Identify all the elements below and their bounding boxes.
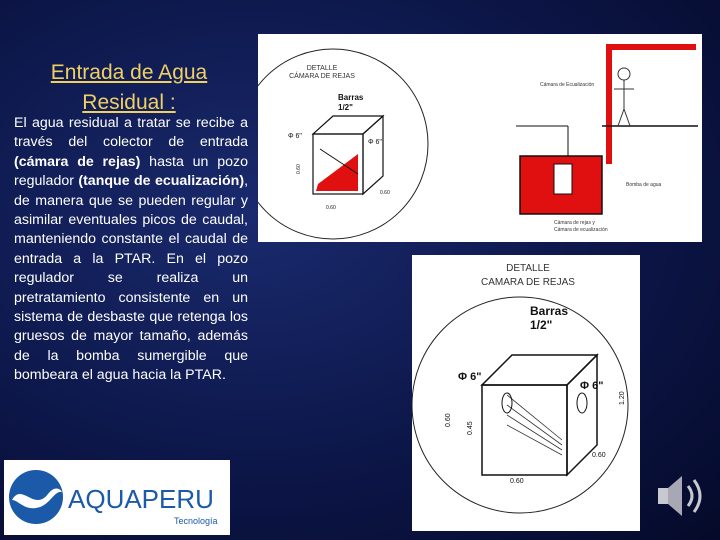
screen-chamber-diagram-bottom bbox=[412, 255, 640, 531]
pipe-left-label: Φ 6" bbox=[288, 133, 302, 140]
body-text-part: El agua residual a tratar se recibe a través del colector de entrada bbox=[14, 115, 248, 151]
note-right: Bomba de agua bbox=[626, 182, 662, 188]
dim-label: 0.60 bbox=[510, 478, 524, 485]
logo-name: AQUAPERU bbox=[68, 484, 214, 514]
body-text-part: , de manera que se pueden regular y asimilar eventuales picos de caudal, manteniendo constante el caudal de entrada a la PTAR. En el pozo regulador se realiza un pretratamiento consistente en un sistema de desbaste que retenga los gruesos de mayor tamaño, además de la bomba sumergible que bombeara el agua hacia la PTAR. bbox=[14, 173, 249, 384]
dim-label: 1.20 bbox=[619, 391, 626, 405]
slide-title: Entrada de Agua Residual : bbox=[50, 61, 208, 114]
dim-label: 0.45 bbox=[467, 421, 474, 435]
dim-label: 0.60 bbox=[592, 452, 606, 459]
body-text-bold: (tanque de ecualización) bbox=[78, 173, 245, 190]
dim-label: 0.60 bbox=[296, 164, 302, 174]
body-text-bold: (cámara de rejas) bbox=[14, 153, 141, 170]
detail-subtitle: CÁMARA DE REJAS bbox=[289, 73, 355, 80]
body-text-part: hasta un pozo regulador bbox=[14, 153, 248, 190]
bars-size: 1/2" bbox=[338, 103, 353, 112]
pipe-right-label: Φ 6" bbox=[368, 139, 382, 146]
dim-label: 0.60 bbox=[326, 205, 336, 211]
detail-title: DETALLE bbox=[506, 263, 550, 274]
dim-label: 0.60 bbox=[380, 190, 390, 196]
detail-title: DETALLE bbox=[306, 65, 338, 72]
note-bottom-1: Cámara de rejas y bbox=[554, 220, 595, 226]
note-top: Cámara de Ecualización bbox=[540, 82, 595, 88]
slide-body-text bbox=[14, 114, 248, 386]
logo-tagline: Tecnología bbox=[174, 516, 218, 526]
note-bottom-2: Cámara de ecualización bbox=[554, 227, 608, 233]
bars-label: Barras bbox=[530, 304, 569, 318]
detail-subtitle: CAMARA DE REJAS bbox=[481, 277, 575, 288]
pipe-left-label: Φ 6" bbox=[458, 371, 482, 383]
aquaperu-logo bbox=[4, 460, 230, 535]
bars-size: 1/2" bbox=[530, 318, 553, 332]
screen-chamber-diagram-top bbox=[258, 34, 702, 242]
bars-label: Barras bbox=[338, 93, 364, 102]
dim-label: 0.60 bbox=[445, 413, 452, 427]
speaker-icon[interactable] bbox=[650, 470, 710, 525]
pipe-right-label: Φ 6" bbox=[580, 380, 604, 392]
